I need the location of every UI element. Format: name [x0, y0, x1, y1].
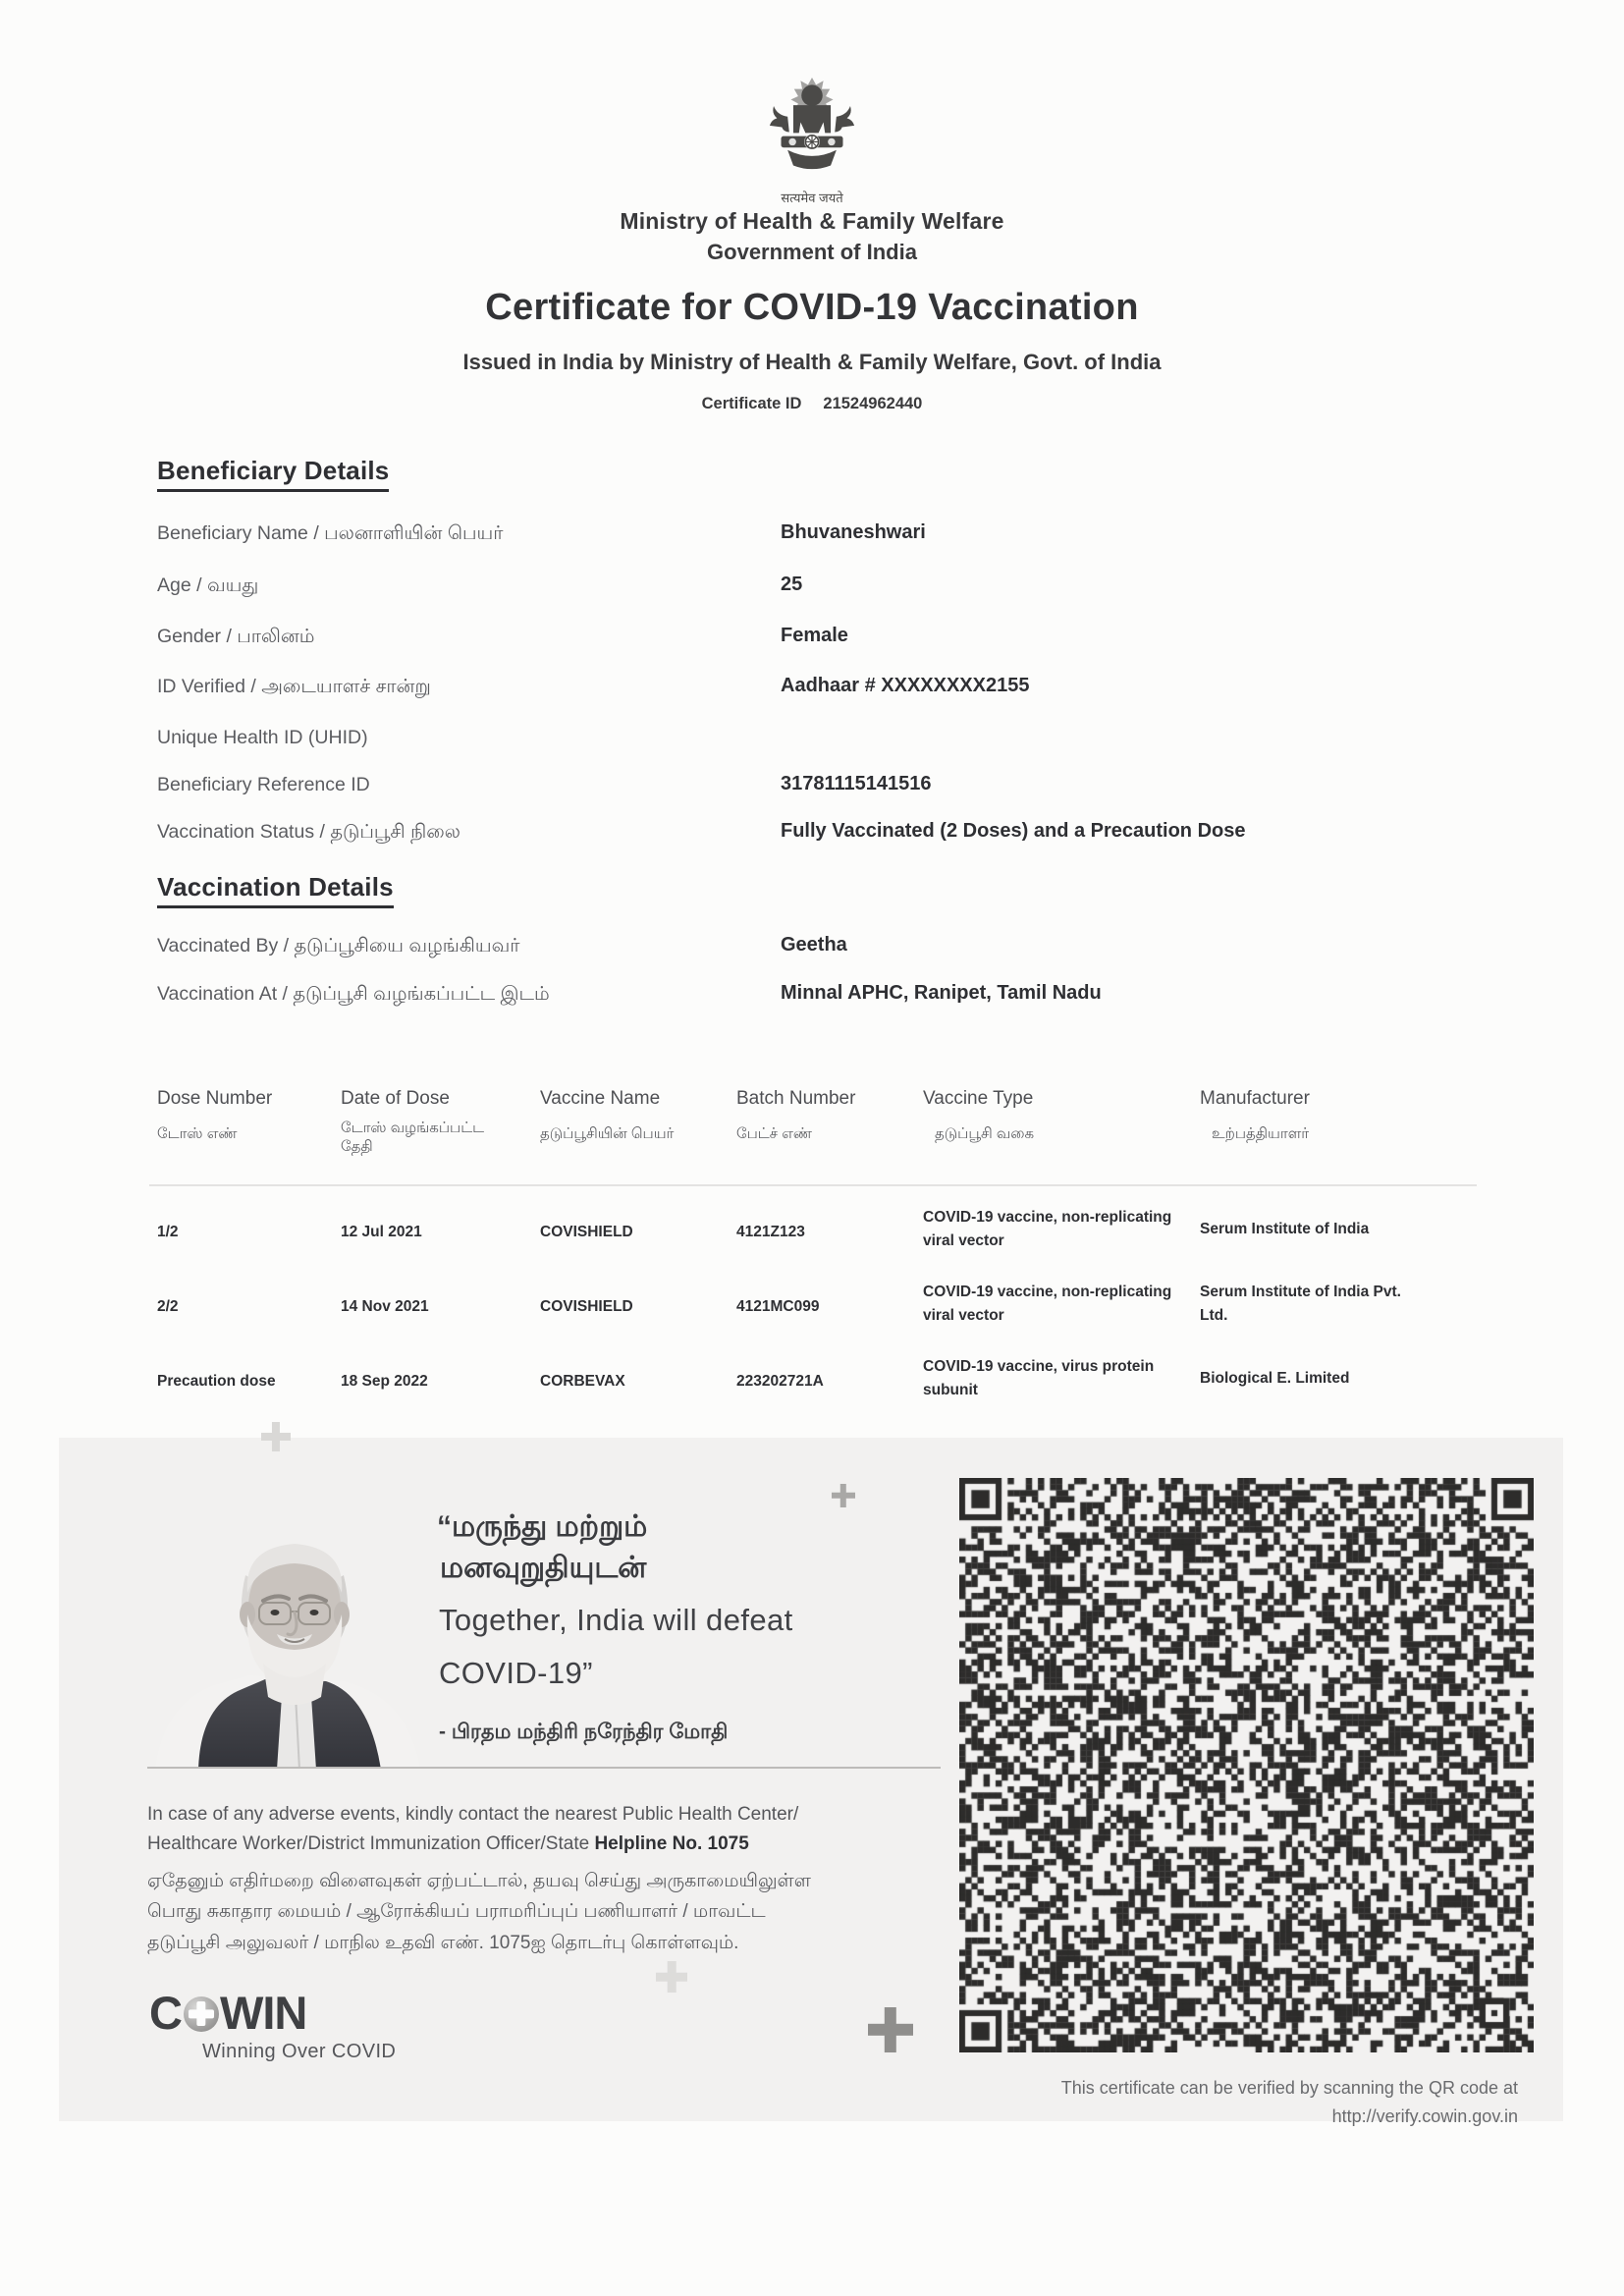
column-header-ta: பேட்ச் எண்	[736, 1125, 813, 1142]
pm-portrait-photo	[137, 1514, 452, 1767]
column-header-ta: தடுப்பூசியின் பெயர்	[540, 1125, 675, 1142]
national-emblem-icon	[0, 71, 1624, 193]
table-row-type: COVID-19 vaccine, virus protein subunit	[923, 1358, 1155, 1399]
cowin-logo-c: C	[149, 1987, 182, 2039]
field-value: 25	[781, 574, 803, 595]
field-label: Unique Health ID (UHID)	[157, 727, 368, 748]
quote-english-line1: Together, India will defeat	[439, 1603, 793, 1637]
table-row-manufacturer: Serum Institute of India	[1200, 1221, 1370, 1237]
field-value: Aadhaar # XXXXXXXX2155	[781, 675, 1030, 696]
field-value: Minnal APHC, Ranipet, Tamil Nadu	[781, 982, 1102, 1004]
quote-tamil-line2: மனவுறுதியுடன்	[440, 1552, 647, 1584]
plus-mark-icon	[656, 1961, 687, 1993]
field-label: Vaccinated By / தடுப்பூசியை வழங்கியவர்	[157, 935, 520, 957]
qr-code	[959, 1478, 1534, 2052]
table-row-date: 18 Sep 2022	[341, 1373, 428, 1390]
table-row-batch: 223202721A	[736, 1373, 824, 1390]
field-value: Geetha	[781, 934, 847, 956]
table-row-batch: 4121Z123	[736, 1224, 805, 1240]
table-row-dose: 2/2	[157, 1298, 179, 1315]
field-value: 31781115141516	[781, 773, 932, 794]
plus-mark-icon	[868, 2007, 913, 2052]
emblem-motto: सत्यमेव जयते	[781, 191, 843, 205]
beneficiary-section-title: Beneficiary Details	[157, 456, 389, 492]
column-header-ta: தடுப்பூசி வகை	[935, 1125, 1035, 1142]
column-header-en: Manufacturer	[1200, 1088, 1310, 1109]
helpline-number: Helpline No. 1075	[594, 1833, 749, 1855]
table-row-type: COVID-19 vaccine, non-replicating viral vector	[923, 1209, 1172, 1250]
verify-url: http://verify.cowin.gov.in	[1331, 2105, 1518, 2126]
column-header-ta: டோஸ் எண்	[157, 1125, 238, 1142]
cowin-logo	[149, 1986, 306, 2040]
quote-attribution: - பிரதம மந்திரி நரேந்திர மோதி	[439, 1721, 729, 1743]
field-label: Vaccination Status / தடுப்பூசி நிலை	[157, 821, 460, 843]
cowin-globe-icon	[184, 1996, 219, 2032]
table-row-vaccine: CORBEVAX	[540, 1373, 625, 1390]
column-header-en: Dose Number	[157, 1088, 273, 1109]
certificate-id-line	[0, 395, 1624, 413]
table-row-batch: 4121MC099	[736, 1298, 820, 1315]
government-name: Government of India	[707, 240, 917, 264]
verify-text: This certificate can be verified by scanning the QR code at http://verify.cowin.gov.in	[1060, 2078, 1518, 2126]
table-row-manufacturer: Serum Institute of India Pvt. Ltd.	[1200, 1284, 1401, 1325]
field-label: Beneficiary Reference ID	[157, 774, 370, 795]
adverse-events-english: In case of any adverse events, kindly contact the nearest Public Health Center/ Healthcare Worker/District Immunization Officer/State Helpline No. 1075	[147, 1804, 799, 1855]
cowin-logo-win: WIN	[219, 1987, 307, 2039]
table-row-vaccine: COVISHIELD	[540, 1298, 633, 1315]
adverse-events-tamil: ஏதேனும் எதிர்மறை விளைவுகள் ஏற்பட்டால், தயவு செய்து அருகாமையிலுள்ள பொது சுகாதார மையம் / ஆரோக்கியப் பராமரிப்புப் பணியாளர் / மாவட்ட தடுப்பூசி அலுவலர் / மாநில உதவி எண். 1075ஐ தொடர்பு கொள்ளவும்.	[147, 1871, 811, 1953]
field-label: Age / வயது	[157, 574, 259, 596]
column-header-en: Vaccine Type	[923, 1088, 1034, 1109]
certificate-id-value: 21524962440	[823, 395, 923, 412]
field-label: Beneficiary Name / பலனாளியின் பெயர்	[157, 522, 504, 544]
ministry-name: Ministry of Health & Family Welfare	[620, 208, 1004, 234]
certificate-title: Certificate for COVID-19 Vaccination	[485, 287, 1139, 328]
footer-divider	[147, 1767, 941, 1769]
column-header-en: Batch Number	[736, 1088, 856, 1109]
quote-tamil-line1: “மருந்து மற்றும்	[437, 1510, 648, 1543]
table-header-rule	[149, 1184, 1477, 1186]
certificate-id-label: Certificate ID	[701, 395, 802, 412]
column-header-en: Date of Dose	[341, 1088, 450, 1109]
cowin-tagline: Winning Over COVID	[202, 2041, 397, 2062]
vaccination-section-title: Vaccination Details	[157, 872, 394, 908]
column-header-ta: உற்பத்தியாளர்	[1212, 1125, 1310, 1142]
field-value: Bhuvaneshwari	[781, 521, 926, 543]
certificate-subtitle: Issued in India by Ministry of Health & Family Welfare, Govt. of India	[462, 350, 1162, 374]
table-row-dose: 1/2	[157, 1224, 179, 1240]
table-row-vaccine: COVISHIELD	[540, 1224, 633, 1240]
column-header-en: Vaccine Name	[540, 1088, 661, 1109]
table-row-date: 12 Jul 2021	[341, 1224, 422, 1240]
table-row-manufacturer: Biological E. Limited	[1200, 1370, 1350, 1387]
field-value: Female	[781, 625, 848, 646]
quote-english-line2: COVID-19”	[439, 1656, 593, 1690]
field-label: Gender / பாலினம்	[157, 626, 315, 647]
table-row-type: COVID-19 vaccine, non-replicating viral vector	[923, 1284, 1172, 1325]
table-row-date: 14 Nov 2021	[341, 1298, 429, 1315]
column-header-ta: டோஸ் வழங்கப்பட்ட தேதி	[341, 1120, 485, 1155]
plus-mark-icon	[261, 1422, 291, 1451]
field-value: Fully Vaccinated (2 Doses) and a Precaution Dose	[781, 820, 1246, 842]
table-row-dose: Precaution dose	[157, 1373, 276, 1390]
plus-mark-icon	[832, 1484, 855, 1507]
field-label: ID Verified / அடையாளச் சான்று	[157, 676, 431, 697]
field-label: Vaccination At / தடுப்பூசி வழங்கப்பட்ட இடம்	[157, 983, 550, 1005]
